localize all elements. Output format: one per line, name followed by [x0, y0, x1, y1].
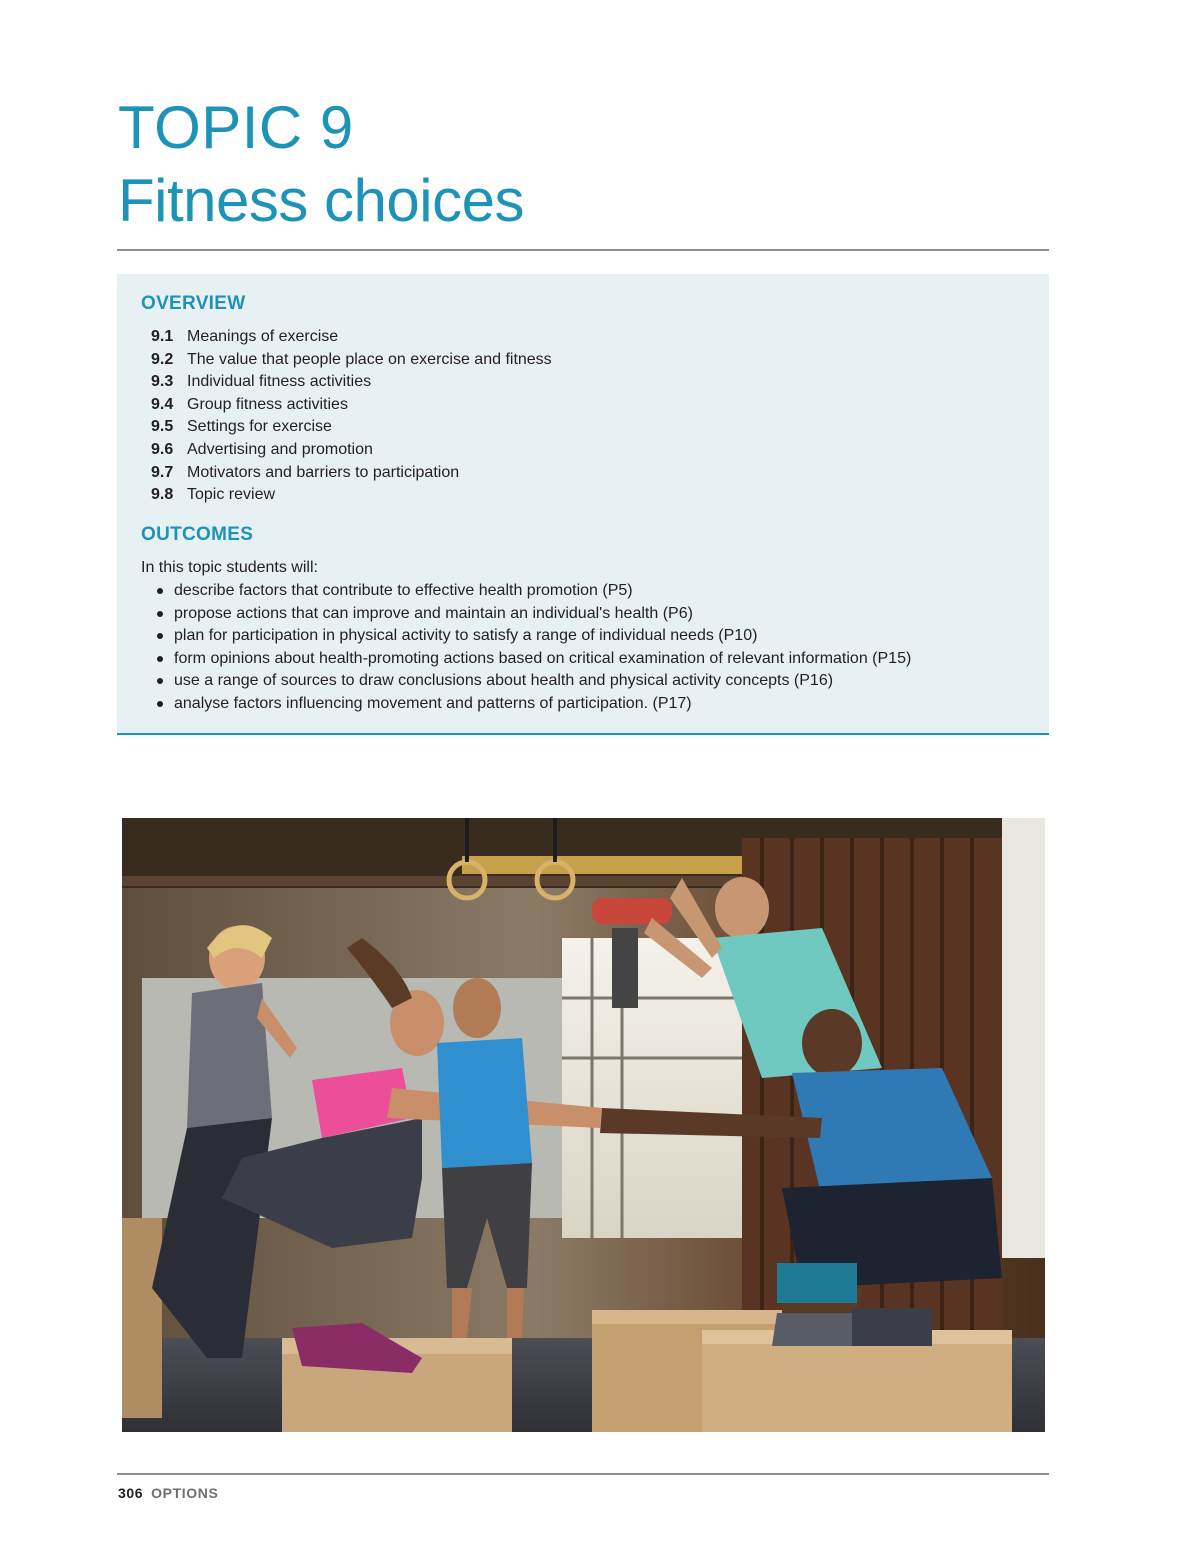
overview-item-label: Individual fitness activities: [187, 373, 372, 391]
outcome-text: use a range of sources to draw conclusions about health and physical activity concepts (P16): [174, 672, 834, 690]
outcome-text: analyse factors influencing movement and patterns of participation. (P17): [174, 694, 692, 712]
outcomes-list: [157, 580, 911, 716]
overview-item[interactable]: [151, 394, 552, 417]
page-footer: [118, 1485, 218, 1501]
outcome-text: plan for participation in physical activity to satisfy a range of individual needs (P10): [174, 627, 758, 645]
overview-item-label: Advertising and promotion: [187, 440, 373, 458]
outcomes-intro: In this topic students will:: [141, 559, 318, 576]
overview-item-label: Topic review: [187, 486, 276, 504]
overview-item-number: 9.6: [151, 440, 174, 458]
overview-item-label: Settings for exercise: [187, 418, 332, 436]
topic-number: TOPIC 9: [118, 94, 354, 161]
overview-item[interactable]: [151, 484, 552, 507]
overview-heading: OVERVIEW: [141, 293, 246, 314]
overview-item-label: Group fitness activities: [187, 395, 348, 413]
outcome-item: [157, 603, 911, 626]
overview-item-number: 9.7: [151, 463, 174, 481]
photo-illustration: [122, 818, 1045, 1432]
section-name: OPTIONS: [151, 1485, 219, 1501]
overview-item[interactable]: [151, 349, 552, 372]
bullet-icon: [157, 633, 163, 639]
overview-item-number: 9.5: [151, 418, 174, 436]
header-divider: [117, 249, 1049, 251]
outcome-item: [157, 648, 911, 671]
overview-item-number: 9.3: [151, 373, 174, 391]
gym-box-jump-photo: [122, 818, 1045, 1432]
bullet-icon: [157, 588, 163, 594]
overview-item[interactable]: [151, 439, 552, 462]
page-number: 306: [118, 1485, 144, 1501]
overview-item-number: 9.4: [151, 395, 174, 413]
overview-item-label: Motivators and barriers to participation: [187, 463, 460, 481]
bullet-icon: [157, 701, 163, 707]
overview-item-number: 9.8: [151, 486, 174, 504]
bullet-icon: [157, 656, 163, 662]
outcome-item: [157, 670, 911, 693]
outcome-item: [157, 693, 911, 716]
overview-item[interactable]: [151, 462, 552, 485]
overview-item[interactable]: [151, 416, 552, 439]
outcomes-heading: OUTCOMES: [141, 524, 254, 545]
overview-panel: [117, 274, 1049, 735]
overview-item-label: The value that people place on exercise and fitness: [187, 350, 552, 368]
overview-item[interactable]: [151, 326, 552, 349]
footer-divider: [117, 1473, 1049, 1475]
bullet-icon: [157, 678, 163, 684]
overview-item-number: 9.2: [151, 350, 174, 368]
outcome-text: propose actions that can improve and maintain an individual's health (P6): [174, 604, 693, 622]
outcome-text: describe factors that contribute to effective health promotion (P5): [174, 582, 633, 599]
bullet-icon: [157, 611, 163, 617]
outcome-item: [157, 625, 911, 648]
topic-title: Fitness choices: [118, 167, 524, 234]
overview-item-number: 9.1: [151, 328, 174, 345]
overview-item[interactable]: [151, 371, 552, 394]
outcome-text: form opinions about health-promoting actions based on critical examination of relevant information (P15): [174, 649, 912, 667]
overview-item-label: Meanings of exercise: [187, 328, 339, 345]
outcome-item: [157, 580, 911, 603]
overview-list: [151, 326, 552, 507]
